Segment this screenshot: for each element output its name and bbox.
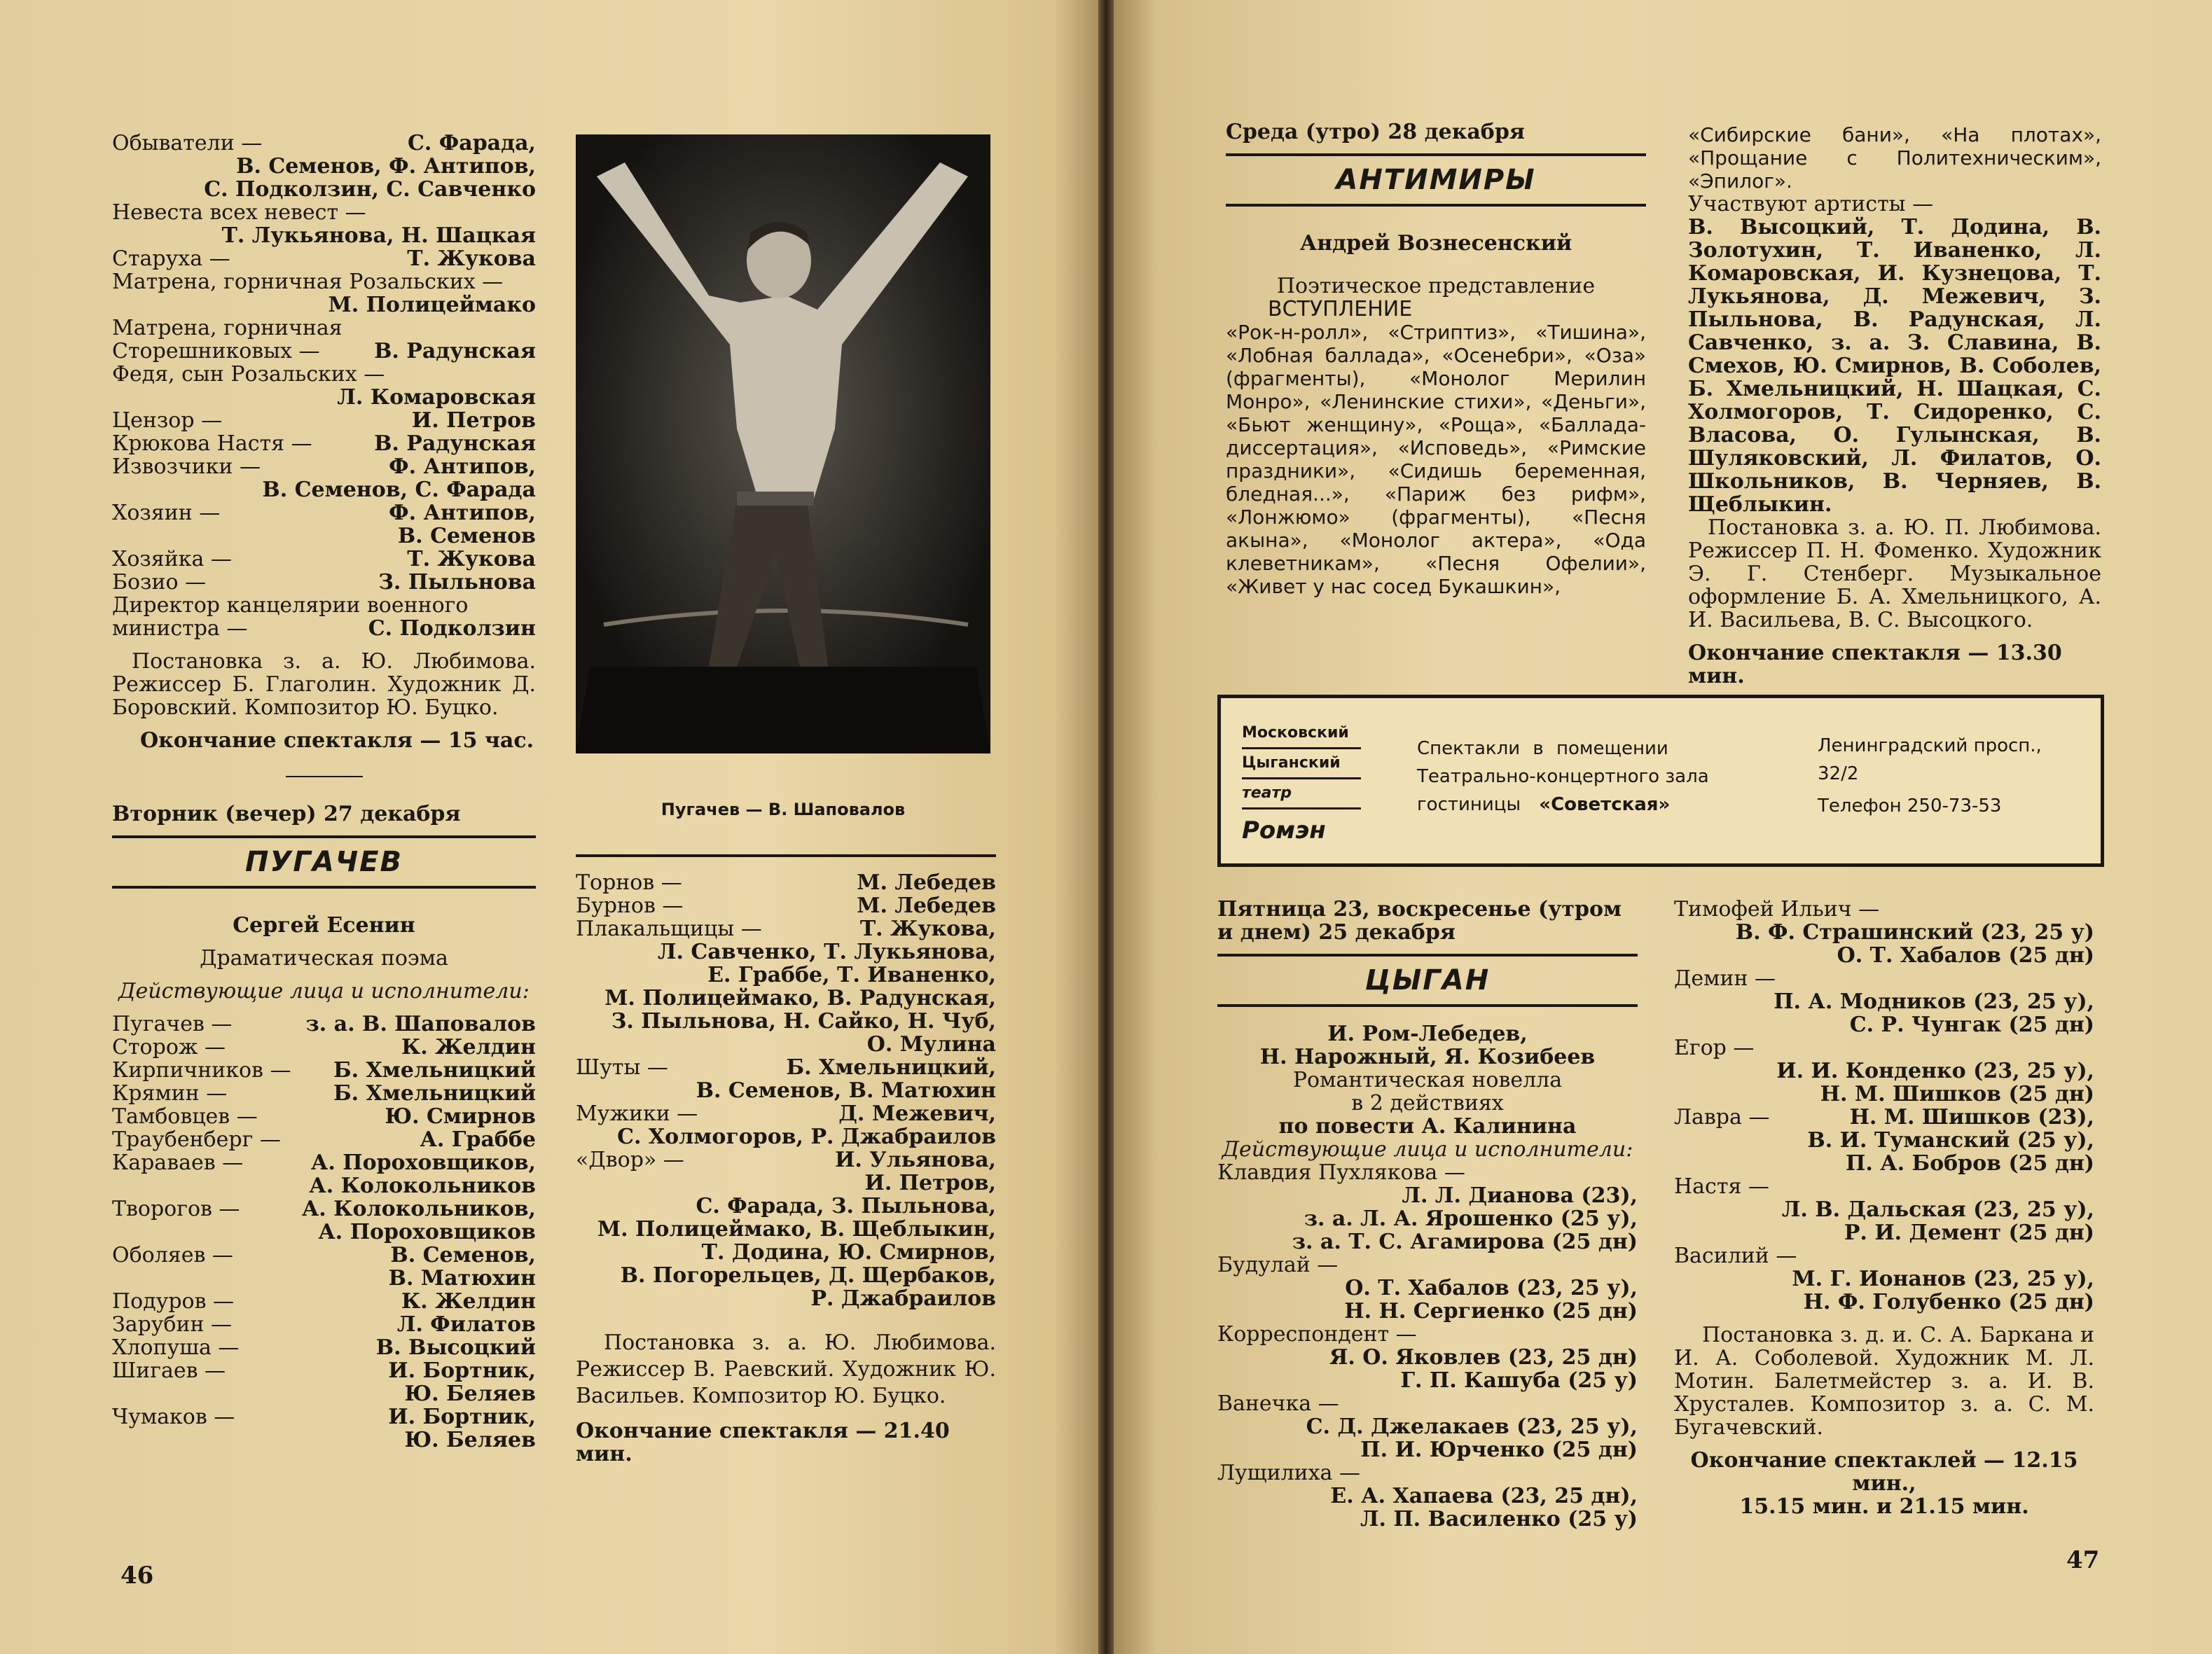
credits-top: Постановка з. а. Ю. Любимова. Режиссер Б. Глаголин. Художник Д. Боровский. Композитор Ю. Буцко. (112, 649, 536, 720)
cast-role: Извозчики — (112, 454, 261, 479)
cast-role: Хлопуша — (112, 1335, 240, 1360)
cast-row (112, 1290, 536, 1313)
cast-actor: А. Колокольников, (301, 1197, 536, 1221)
left-column (112, 132, 536, 1452)
cast-actor: И. Бортник, (388, 1358, 536, 1383)
cast-actor: В. Семенов (397, 524, 536, 548)
cast-actor: В. Радунская (374, 431, 536, 456)
cast-role: Торнов — (576, 870, 682, 895)
cast-row (112, 594, 536, 617)
cast-actor: И. Ульянова, (835, 1148, 996, 1172)
actor-photo-image (576, 134, 990, 753)
genre-2: в 2 действиях (1351, 1091, 1504, 1116)
cast-actor: Ю. Смирнов (385, 1104, 536, 1129)
cast-role: Цензор — (112, 408, 223, 433)
cast-actor: Е. А. Хапаева (23, 25 дн), (1330, 1484, 1638, 1508)
cast-role: Кирпичников — (112, 1058, 291, 1083)
book-gutter (1098, 0, 1114, 1654)
cast-role: Хозяин — (112, 501, 221, 525)
cast-row (112, 548, 536, 571)
cast-row (112, 247, 536, 270)
cast-row (1674, 1175, 2094, 1198)
cast-actor: А. Пороховщиков (318, 1220, 536, 1244)
genre: Поэтическое представление (1276, 274, 1596, 298)
logo-lines (1242, 719, 1361, 852)
right-page (1114, 0, 2212, 1654)
cast-actor: Н. Н. Сергиенко (25 дн) (1344, 1299, 1638, 1323)
cast-row (112, 409, 536, 432)
cast-list: В. Высоцкий, Т. Додина, В. Золотухин, Т. Иваненко, Л. Комаровская, И. Кузнецова, Т. Лукьянова, Д. Межевич, З. Пыльнова, В. Радунская, Л. Савченко, з. а. З. Славина, В. Смехов, Ю. Смирнов, В. Соболев, Б. Хмельницкий, Н. Шацкая, С. Холмогоров, Т. Сидоренко, С. Власова, О. Гулынская, В. Шуляковский, Л. Филатов, О. Школьников, В. Черняев, В. Щеблыкин. (1688, 215, 2101, 517)
ending-top: Окончание спектакля — 15 час. (140, 728, 534, 753)
authors-2: Н. Нарожный, Я. Козибеев (1259, 1045, 1596, 1069)
cast-row (112, 617, 536, 640)
cast-role: Караваев — (112, 1151, 244, 1175)
ad-line-3a: гостиницы (1417, 794, 1521, 815)
cast-role: Егор — (1674, 1036, 1755, 1060)
cast-row (1217, 1300, 1638, 1323)
cast-role: Тимофей Ильич — (1674, 897, 1880, 922)
cast-row (112, 455, 536, 478)
cast-list-tsygan (1217, 1161, 1638, 1531)
cast-role: Пугачев — (112, 1012, 233, 1036)
cast-actor: О. Мулина (866, 1032, 996, 1057)
cast-actor: П. А. Модников (23, 25 у), (1774, 989, 2094, 1014)
cast-actor: М. Полицеймако, В. Щеблыкин, (597, 1217, 996, 1242)
cast-row (112, 317, 536, 340)
actor-photo (576, 134, 990, 753)
cast-row (112, 1151, 536, 1174)
date-tuesday: Вторник (вечер) 27 декабря (112, 802, 461, 826)
cast-row (112, 293, 536, 317)
ending-1: Окончание спектаклей — 12.15 мин., (1690, 1448, 2078, 1496)
ending-2: 15.15 мин. и 21.15 мин. (1739, 1494, 2029, 1519)
author: Андрей Вознесенский (1299, 231, 1572, 256)
cast-actor: О. Т. Хабалов (25 дн) (1837, 943, 2094, 968)
cast-actor: Б. Хмельницкий (333, 1081, 536, 1106)
cast-row (112, 1128, 536, 1151)
cast-row (1217, 1253, 1638, 1277)
cast-actor: В. И. Туманский (25 у), (1807, 1128, 2094, 1153)
cast-role: Бурнов — (576, 894, 684, 918)
cast-role: Мужики — (576, 1101, 698, 1126)
cast-actor: В. Матюхин (388, 1266, 536, 1291)
cast-row (1674, 967, 2094, 990)
left-page (0, 0, 1098, 1654)
cast-role: Корреспондент — (1217, 1322, 1417, 1347)
cast-role: Шуты — (576, 1055, 668, 1080)
cast-row (576, 1102, 996, 1125)
cast-row (1217, 1392, 1638, 1415)
cast-list-pugachev (112, 1013, 536, 1452)
date-wednesday: Среда (утро) 28 декабря (1226, 120, 1525, 144)
cast-role: Ванечка — (1217, 1391, 1339, 1416)
cast-actor: Б. Хмельницкий, (786, 1055, 996, 1080)
cast-actor: Т. Жукова (407, 246, 536, 271)
cast-row (576, 1010, 996, 1033)
genre-1: Романтическая новелла (1292, 1068, 1563, 1092)
cast-actor: С. Подколзин (368, 616, 536, 641)
cast-row (112, 178, 536, 201)
cast-actor: В. Радунская (374, 339, 536, 363)
rule (1217, 1004, 1638, 1007)
cast-list-tsygan-cont (1674, 898, 2094, 1314)
rule (1217, 954, 1638, 957)
cast-role: Чумаков — (112, 1405, 235, 1429)
cast-row (1217, 1184, 1638, 1207)
cast-actor: Л. В. Дальская (23, 25 у), (1781, 1197, 2094, 1222)
rule (1226, 153, 1646, 156)
cast-row (112, 478, 536, 501)
cast-row (576, 1033, 996, 1056)
cast-actor: С. Р. Чунгак (25 дн) (1849, 1013, 2094, 1037)
cast-row (1217, 1323, 1638, 1346)
cast-role: министра — (112, 616, 248, 641)
ad-phone: Телефон 250-73-53 (1818, 795, 2002, 816)
cast-actor: Ф. Антипов, (389, 454, 536, 479)
cast-role: Василий — (1674, 1244, 1797, 1268)
ad-address-1: Ленинградский просп., (1818, 735, 2042, 756)
cast-label: Участвуют артисты — (1688, 192, 1934, 216)
cast-row (1674, 990, 2094, 1013)
cast-actor: М. Лебедев (857, 894, 996, 918)
cast-actor: Б. Хмельницкий (333, 1058, 536, 1083)
tsygan-column-2 (1674, 898, 2094, 1518)
ad-address-2: 32/2 (1818, 763, 1859, 784)
cast-actor: М. Полицеймако, В. Радунская, (604, 986, 996, 1010)
cast-role: Демин — (1674, 966, 1776, 991)
cast-row (1674, 1291, 2094, 1314)
cast-row (576, 964, 996, 987)
cast-actor: Л. Комаровская (337, 385, 536, 410)
cast-actor: Л. Л. Дианова (23), (1402, 1183, 1638, 1208)
cast-role: Подуров — (112, 1289, 235, 1314)
ad-venue (1417, 735, 1709, 819)
logo-line: театр (1242, 779, 1361, 809)
cast-actor: В. Семенов, Ф. Антипов, (236, 154, 536, 179)
cast-row (112, 1382, 536, 1405)
cast-role: Старуха — (112, 246, 230, 271)
cast-role: Оболяев — (112, 1243, 233, 1267)
cast-actor: З. Пыльнова, Н. Сайко, Н. Чуб, (611, 1009, 996, 1034)
cast-row (576, 1218, 996, 1241)
cast-row (112, 1267, 536, 1290)
cast-row (1674, 1198, 2094, 1221)
cast-list-pugachev-cont (576, 871, 996, 1310)
author: Сергей Есенин (233, 913, 415, 938)
cast-actor: Л. П. Василенко (25 у) (1360, 1507, 1638, 1531)
cast-actor: Д. Межевич, (838, 1101, 996, 1126)
rule (112, 835, 536, 838)
ending: Окончание спектакля — 13.30 мин. (1688, 641, 2062, 688)
cast-role: Сторешниковых — (112, 339, 320, 363)
cast-row (112, 1013, 536, 1036)
cast-row (1217, 1346, 1638, 1369)
theatre-logo (1242, 719, 1361, 845)
cast-role: Лущилиха — (1217, 1461, 1360, 1485)
cast-row (112, 1174, 536, 1197)
cast-actor: Т. Жукова, (859, 917, 996, 941)
cast-row (112, 1059, 536, 1082)
cast-row (1674, 1059, 2094, 1083)
cast-actor: С. Фарада, (408, 131, 536, 155)
cast-row (112, 386, 536, 409)
cast-row (576, 1148, 996, 1172)
cast-row (576, 894, 996, 917)
cast-row (112, 1221, 536, 1244)
cast-actor: А. Пороховщиков, (310, 1151, 536, 1175)
ad-address (1818, 732, 2042, 820)
cast-row (576, 987, 996, 1010)
cast-role: Сторож — (112, 1035, 226, 1059)
cast-row (1217, 1415, 1638, 1438)
cast-actor: И. И. Конденко (23, 25 у), (1776, 1059, 2094, 1083)
credits: Постановка з. а. Ю. П. Любимова. Режиссер П. Н. Фоменко. Художник Э. Г. Стенберг. Музыкальное оформление Б. А. Хмельницкого, А. И. Васильева, В. С. Высоцкого. (1688, 515, 2101, 632)
cast-role: Бозио — (112, 570, 207, 595)
cast-actor: И. Бортник, (388, 1405, 536, 1429)
cast-row (1217, 1485, 1638, 1508)
cast-role: Матрена, горничная (112, 316, 343, 340)
cast-role: Настя — (1674, 1174, 1769, 1199)
source: по повести А. Калинина (1278, 1114, 1577, 1139)
cast-actor: Л. Филатов (396, 1312, 536, 1337)
cast-actor: з. а. Т. С. Агамирова (25 дн) (1292, 1230, 1638, 1254)
cast-row (576, 1172, 996, 1195)
cast-actor: М. Полицеймако (328, 293, 536, 317)
cast-actor: Т. Жукова (407, 547, 536, 571)
cast-row (1674, 944, 2094, 967)
ad-line-2: Театрально-концертного зала (1417, 766, 1709, 787)
logo-line: Цыганский (1242, 749, 1361, 779)
cast-row (1217, 1461, 1638, 1485)
cast-actor: В. Семенов, В. Матюхин (696, 1078, 996, 1103)
cast-row (112, 1036, 536, 1059)
date-friday: Пятница 23, воскресенье (утром и днем) 25 декабря (1217, 897, 1622, 945)
cast-actor: П. А. Бобров (25 дн) (1845, 1151, 2094, 1176)
cast-row (1674, 1013, 2094, 1036)
play-title-tsygan: ЦЫГАН (1364, 964, 1491, 996)
cast-actor: К. Желдин (401, 1035, 536, 1059)
cast-role: «Двор» — (576, 1148, 684, 1172)
cast-actor: С. Фарада, З. Пыльнова, (696, 1194, 996, 1218)
cast-actor: В. Погорельцев, Д. Щербаков, (620, 1263, 996, 1288)
cast-row (112, 432, 536, 455)
cast-actor: Т. Лукьянова, Н. Шацкая (221, 223, 536, 248)
right-column (576, 849, 996, 1466)
cast-row (112, 1405, 536, 1429)
cast-row (112, 524, 536, 548)
cast-role: Лавра — (1674, 1105, 1770, 1130)
cast-actor: С. Холмогоров, Р. Джабраилов (617, 1125, 996, 1149)
ending: Окончание спектакля — 21.40 мин. (576, 1419, 950, 1466)
ad-line-1: Спектакли в помещении (1417, 738, 1668, 759)
cast-actor: В. Высоцкий (375, 1335, 536, 1360)
theatre-ad (1217, 695, 2104, 867)
page-number: 47 (2066, 1546, 2100, 1574)
cast-row (576, 1264, 996, 1287)
play-title-pugachev: ПУГАЧЕВ (245, 846, 403, 878)
cast-row (112, 155, 536, 178)
cast-actor: Н. Ф. Голубенко (25 дн) (1803, 1290, 2094, 1314)
cast-actor: В. Ф. Страшинский (23, 25 у) (1735, 920, 2094, 945)
poem-list-cont: «Сибирские бани», «На плотах», «Прощание с Политехническим», «Эпилог». (1688, 123, 2101, 193)
cast-row (112, 224, 536, 247)
cast-actor: В. Семенов, (390, 1243, 536, 1267)
play-title-antimiry: АНТИМИРЫ (1336, 164, 1536, 196)
cast-row (1217, 1369, 1638, 1392)
poem-list: «Рок-н-ролл», «Стриптиз», «Тишина», «Лобная баллада», «Осенебри», «Оза» (фрагменты), «Монолог Мерилин Монро», «Ленинские стихи», «Деньги», «Бьют женщину», «Роща», «Баллада-диссертация», «Исповедь», «Римские праздники», «Сидишь беременная, бледная...», «Париж без рифм», «Лонжюмо» (фрагменты), «Песня акына», «Монолог актера», «Ода клеветникам», «Песня Офелии», «Живет у нас сосед Букашкин», (1226, 321, 1646, 598)
cast-row (1217, 1230, 1638, 1253)
cast-row (576, 1079, 996, 1102)
cast-row (1217, 1277, 1638, 1300)
cast-row (112, 132, 536, 155)
cast-actor: С. Подколзин, С. Савченко (204, 177, 536, 202)
cast-role: Тамбовцев — (112, 1104, 258, 1129)
rule (576, 854, 996, 857)
cast-actor: Н. М. Шишков (23), (1849, 1105, 2094, 1130)
cast-role: Творогов — (112, 1197, 240, 1221)
cast-row (576, 1125, 996, 1148)
cast-row (1674, 1129, 2094, 1152)
cast-row (112, 571, 536, 594)
rule (112, 886, 536, 889)
cast-row (576, 1056, 996, 1079)
cast-role: Невеста всех невест — (112, 200, 366, 225)
cast-actor: В. Семенов, С. Фарада (262, 478, 536, 502)
cast-row (1217, 1508, 1638, 1531)
cast-row (1217, 1438, 1638, 1461)
cast-row (1674, 1267, 2094, 1291)
cast-role: Федя, сын Розальских — (112, 362, 385, 387)
cast-row (1674, 1106, 2094, 1129)
credits: Постановка з. а. Ю. Любимова. Режиссер В. Раевский. Художник Ю. Васильев. Композитор Ю. Буцко. (576, 1330, 996, 1408)
cast-row (1217, 1161, 1638, 1184)
cast-row (1674, 898, 2094, 921)
cast-row (112, 1105, 536, 1128)
logo-line: Московский (1242, 719, 1361, 749)
cast-row (112, 1244, 536, 1267)
cast-role: Матрена, горничная Розальских — (112, 270, 504, 294)
cast-role: Зарубин — (112, 1312, 233, 1337)
cast-row (112, 1429, 536, 1452)
cast-row (112, 201, 536, 224)
cast-actor: Г. П. Кашуба (25 у) (1400, 1368, 1638, 1393)
cast-actor: Л. Савченко, Т. Лукьянова, (658, 940, 996, 964)
cast-actor: Р. И. Демент (25 дн) (1844, 1221, 2094, 1245)
antimiry-column (1226, 120, 1646, 598)
cast-role: Крюкова Настя — (112, 431, 312, 456)
cast-role: Директор канцелярии военного (112, 593, 469, 618)
antimiry-column-2 (1688, 123, 2101, 688)
cast-actor: Я. О. Яковлев (23, 25 дн) (1329, 1345, 1638, 1370)
cast-row (1674, 1221, 2094, 1244)
cast-actor: С. Д. Джелакаев (23, 25 у), (1306, 1415, 1638, 1439)
cast-row (112, 340, 536, 363)
cast-role: Плакальщицы — (576, 917, 762, 941)
divider (286, 776, 363, 777)
cast-actor: А. Граббе (420, 1127, 536, 1152)
photo-caption: Пугачев — В. Шаповалов (661, 800, 906, 819)
cast-actor: А. Колокольников (309, 1174, 536, 1198)
cast-role: Хозяйка — (112, 547, 232, 571)
cast-list-top (112, 132, 536, 640)
cast-row (112, 1359, 536, 1382)
cast-row (1674, 921, 2094, 944)
cast-role: Обыватели — (112, 131, 263, 155)
cast-role: Траубенберг — (112, 1127, 281, 1152)
page-number: 46 (120, 1562, 154, 1590)
genre: Драматическая поэма (200, 946, 448, 971)
cast-role: Шигаев — (112, 1358, 226, 1383)
cast-header: Действующие лица и исполнители: (118, 979, 530, 1003)
cast-row (112, 363, 536, 386)
cast-row (1674, 1036, 2094, 1059)
cast-actor: Т. Додина, Ю. Смирнов, (701, 1240, 996, 1265)
ad-line-3 (1417, 791, 1709, 819)
cast-actor: з. а. В. Шаповалов (305, 1012, 536, 1036)
rule (1226, 204, 1646, 207)
cast-actor: И. Петров, (864, 1171, 996, 1195)
cast-row (112, 270, 536, 293)
cast-row (1674, 1244, 2094, 1267)
tsygan-column (1217, 898, 1638, 1531)
cast-actor: И. Петров (411, 408, 536, 433)
cast-actor: П. И. Юрченко (25 дн) (1360, 1438, 1638, 1462)
cast-actor: Н. М. Шишков (25 дн) (1820, 1082, 2094, 1106)
cast-row (112, 1082, 536, 1105)
cast-row (1674, 1083, 2094, 1106)
cast-actor: Ф. Антипов, (389, 501, 536, 525)
cast-row (576, 917, 996, 940)
cast-row (576, 1195, 996, 1218)
cast-row (112, 1197, 536, 1221)
cast-actor: М. Г. Ионанов (23, 25 у), (1792, 1267, 2094, 1291)
cast-row (1217, 1207, 1638, 1230)
cast-actor: К. Желдин (401, 1289, 536, 1314)
cast-row (112, 1313, 536, 1336)
cast-actor: з. а. Л. А. Ярошенко (25 у), (1304, 1207, 1638, 1231)
cast-actor: М. Лебедев (857, 870, 996, 895)
intro: ВСТУПЛЕНИЕ (1268, 297, 1413, 321)
cast-role: Будулай — (1217, 1253, 1339, 1277)
cast-actor: О. Т. Хабалов (23, 25 у), (1345, 1276, 1638, 1300)
cast-row (112, 1336, 536, 1359)
cast-actor: Ю. Беляев (404, 1382, 536, 1406)
cast-header: Действующие лица и исполнители: (1222, 1137, 1633, 1162)
cast-actor: Ю. Беляев (404, 1428, 536, 1452)
cast-actor: З. Пыльнова (378, 570, 536, 595)
cast-row (576, 871, 996, 894)
cast-row (112, 501, 536, 524)
cast-row (576, 1287, 996, 1310)
credits: Постановка з. д. и. С. А. Баркана и И. А. Соболевой. Художник М. Л. Мотин. Балетмейстер з. а. И. В. Хрусталев. Композитор з. а. С. М. Бугачевский. (1674, 1323, 2094, 1440)
ad-line-3b: «Советская» (1539, 794, 1671, 815)
logo-line: Ромэн (1242, 816, 1326, 845)
cast-actor: Е. Граббе, Т. Иваненко, (707, 963, 996, 987)
cast-row (1674, 1152, 2094, 1175)
cast-role: Крямин — (112, 1081, 228, 1106)
cast-row (576, 940, 996, 964)
cast-role: Клавдия Пухлякова — (1217, 1160, 1465, 1185)
cast-row (576, 1241, 996, 1264)
cast-actor: Р. Джабраилов (810, 1286, 996, 1311)
authors-1: И. Ром-Лебедев, (1327, 1022, 1528, 1046)
